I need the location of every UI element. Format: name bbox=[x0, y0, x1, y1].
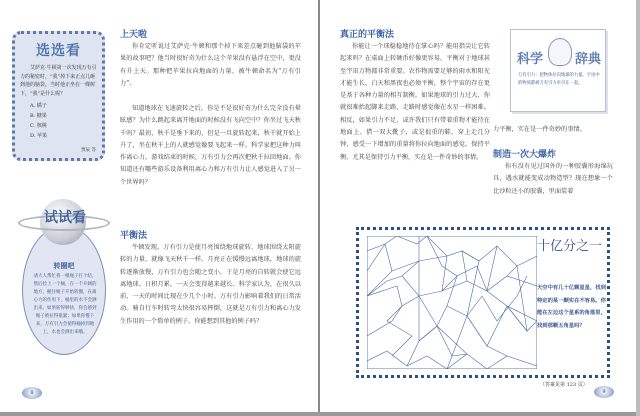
quiz-question: 艾萨克·牛顿第一次发现万有引力的秘密时，“我”掉下来正点儿砸到他的脑袋。当时他正坐在一棵树下，“我”是什么呢？ bbox=[20, 65, 97, 97]
try-it-box bbox=[18, 195, 118, 355]
section-heading: 真正的平衡法 bbox=[340, 30, 395, 40]
quiz-title: 选选看 bbox=[36, 43, 81, 59]
paragraph: 你能让一个球稳稳地待在掌心吗？能用指尖让它转起来吗？在桌面上转硬币好像更容易。平衡对于地球甚至宇宙万物都非常重要。农作物需要足够的雨水和阳光才能生长，白天和黑夜也必须平衡，整个宇宙的存在更是基于各种力量的相互制衡。如果地球的引力过大，你就很难抬起脚来走路，走路时感觉像在水星一样困难。相反，如果引力不足，或许我们只有带着重物才能待在地面上。借一双大靴子，或是很重的鞋，穿上走几分钟，感受一下增加的重量将你拉向地面的感觉。保持平衡，尤其是保持引力平衡，实在是一件奇妙的事情。 bbox=[340, 43, 490, 161]
quiz-option: A. 橘子 bbox=[30, 103, 47, 109]
paragraph: 你肯定听说过艾萨克·牛顿和那个掉下来差点砸到他脑袋的苹果的故事吧？他当时很好奇为什么这个苹果没有悬浮在空中，更没有升上天。那种把苹果拉向地面的力量，被牛顿命名为“万有引力”。 bbox=[120, 43, 301, 87]
quiz-card bbox=[12, 31, 105, 161]
try-it-text: 请大人帮忙将一根绳子打个结，然后拴上一个桶，在一个开阔的地方，握住绳子开始转圈，在离心力的作用下，桶里的水不会洒出来。如果转得够快，你会感到绳子被拉得很紧；如果你慢下来，万有引力会使得桶掉到地上，水也会洒出来哦。 bbox=[33, 274, 97, 335]
paragraph: 牛顿发现，万有引力是使月亮围绕地球旋转、地球围绕太阳旋转的力量，就像飞天秋千一样。月亮正在缓慢远离地球，地球的旋转逐渐放慢，万有引力也会随之变小，于是月亮的自转就会使它远离地球。日积月累，一天会变得越来越长。科学家认为，在很久以前，一天的时间比现在少几个小时。万有引力影响着我们的日常活动。骑自行车时转弯太快很容易摔倒，这就是万有引力和离心力发生作用的一个简单的例子。你能想到其他的例子吗？ bbox=[120, 244, 301, 325]
try-it-title: 试试看 bbox=[44, 210, 86, 226]
galaxy-triangle-pattern-icon bbox=[367, 236, 537, 369]
dictionary-title-right: 辞典 bbox=[574, 52, 601, 67]
section-heading: 制造一次大爆炸 bbox=[493, 150, 557, 160]
section-heading: 上天啦 bbox=[120, 30, 148, 40]
quiz-option: B. 糖果 bbox=[30, 113, 47, 119]
answer-note: （答案见第 123 页） bbox=[540, 382, 588, 388]
dictionary-text: 万有引力：把物体拉向地球的力量。宇宙中的物质都被万有引力牵引在一起。 bbox=[518, 73, 600, 86]
paragraph-continued: 力平衡，实在是一件奇妙的事情。 bbox=[493, 126, 586, 133]
book-spine bbox=[318, 0, 320, 416]
dictionary-title bbox=[517, 48, 601, 67]
page-number-icon: 8 bbox=[22, 387, 42, 399]
quiz-option: D. 苹果 bbox=[30, 133, 48, 139]
puzzle-title: 十亿分之一 bbox=[537, 239, 603, 254]
section-heading: 平衡法 bbox=[120, 231, 148, 241]
science-dictionary-box bbox=[510, 29, 606, 112]
quiz-options bbox=[20, 101, 97, 141]
paragraph: 知道地球在飞速旋转之后，你是不是很好奇为什么完全没有晕眩感？为什么跳起来离开地面的时候没有飞向空中？你坐过飞天秋千吗？最初，秋千是垂下来的，但是一旦旋转起来，秋千就开始上升了，坐在秋千上的人就感觉像要飞起来一样。科学家把这种力叫作离心力。游戏结束的时候，万有引力会再次把秋千拉回地面。你知道还有哪些游乐设备利用离心力和万有引力让人感觉进入了另一个世界吗？ bbox=[120, 105, 301, 186]
right-edge bbox=[636, 0, 640, 416]
puzzle-text: 天空中有几十亿颗星星，找到特定的某一颗实在不容易。你能在左边这个星系的角落里，找到那颗五角星吗？ bbox=[537, 285, 606, 329]
dictionary-title-left: 科学 bbox=[517, 52, 544, 67]
quiz-author: 贾辰 答 bbox=[81, 148, 96, 153]
page-number-icon: 9 bbox=[594, 386, 614, 398]
paragraph: 你有没有见过国外的一种胶囊形海绵玩具，遇水就能变成动物造型？现在想象一个比沙粒还小的胶囊，里面装着 bbox=[493, 163, 613, 195]
try-it-subtitle: 转圈吧 bbox=[53, 262, 75, 270]
quiz-option: C. 核桃 bbox=[30, 123, 47, 129]
bottom-edge bbox=[0, 412, 640, 416]
